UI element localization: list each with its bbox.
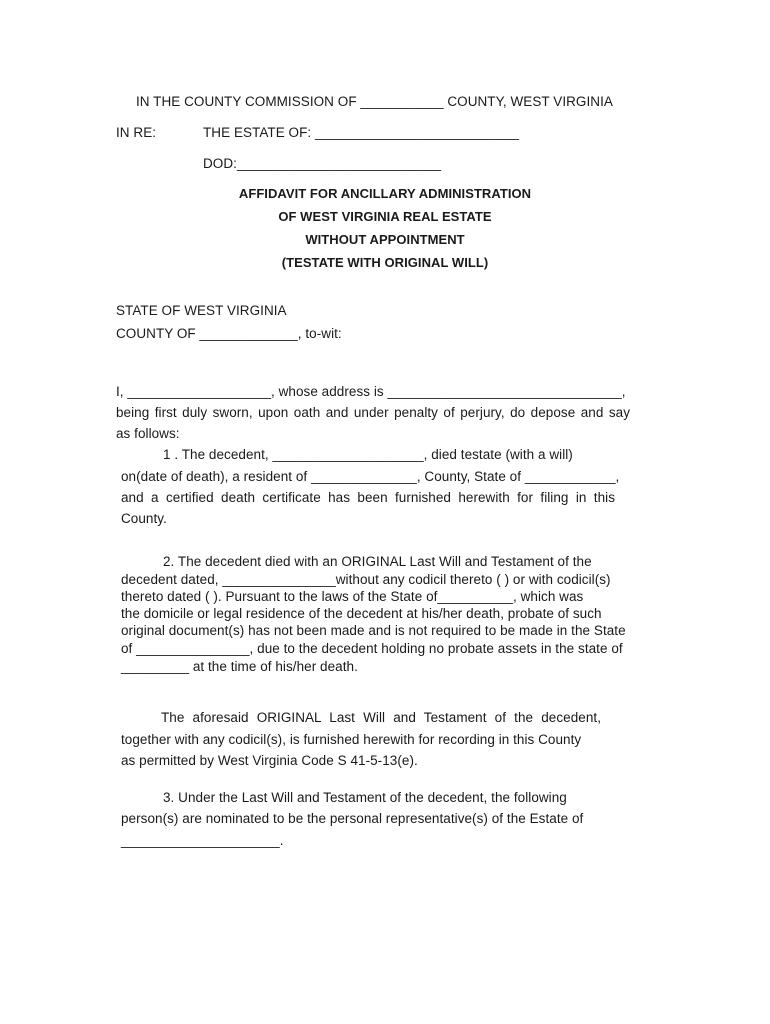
para2-line-5: original document(s) has not been made and is not required to be made in the State	[121, 623, 626, 638]
aforesaid-line-1: The aforesaid ORIGINAL Last Will and Testament of the decedent,	[161, 710, 601, 725]
in-re-label: IN RE:	[116, 125, 157, 140]
para1-line-2: on(date of death), a resident of ______________, County, State of ____________,	[121, 469, 620, 484]
para2-line-1: 2. The decedent died with an ORIGINAL Last Will and Testament of the	[163, 554, 592, 569]
para2-line-4: the domicile or legal residence of the decedent at his/her death, probate of such	[121, 606, 602, 621]
para2-line-3: thereto dated ( ). Pursuant to the laws of the State of__________, which was	[121, 589, 584, 604]
para3-line-2: person(s) are nominated to be the personal representative(s) of the Estate of	[121, 811, 584, 826]
para1-line-1: 1 . The decedent, ____________________, died testate (with a will)	[163, 447, 573, 462]
para2-line-6: of _______________, due to the decedent holding no probate assets in the state of	[121, 641, 623, 656]
para1-line-3: and a certified death certificate has been furnished herewith for filing in this	[121, 490, 615, 505]
title-line-3: WITHOUT APPOINTMENT	[305, 232, 465, 247]
para3-line-3: _____________________.	[121, 833, 284, 848]
intro-line-2: being first duly sworn, upon oath and under penalty of perjury, do depose and say	[116, 405, 630, 420]
para2-line-2: decedent dated, _______________without any codicil thereto ( ) or with codicil(s)	[121, 572, 611, 587]
dod-line: DOD:___________________________	[203, 156, 442, 171]
para1-line-4: County.	[121, 511, 167, 526]
venue-state: STATE OF WEST VIRGINIA	[116, 303, 287, 318]
title-line-1: AFFIDAVIT FOR ANCILLARY ADMINISTRATION	[238, 186, 532, 201]
venue-county: COUNTY OF _____________, to-wit:	[116, 326, 342, 341]
aforesaid-line-2: together with any codicil(s), is furnished herewith for recording in this County	[121, 732, 582, 747]
para3-line-1: 3. Under the Last Will and Testament of the decedent, the following	[163, 790, 567, 805]
title-line-2: OF WEST VIRGINIA REAL ESTATE	[278, 209, 492, 224]
intro-line-3: as follows:	[116, 426, 180, 441]
estate-of-line: THE ESTATE OF: ___________________________	[203, 125, 520, 140]
intro-line-1: I, ___________________, whose address is _______________________________,	[116, 384, 626, 399]
para2-line-7: _________ at the time of his/her death.	[121, 659, 358, 674]
aforesaid-line-3: as permitted by West Virginia Code S 41-5-13(e).	[121, 753, 418, 768]
title-line-4: (TESTATE WITH ORIGINAL WILL)	[281, 255, 489, 270]
commission-heading: IN THE COUNTY COMMISSION OF ___________ COUNTY, WEST VIRGINIA	[136, 94, 613, 109]
